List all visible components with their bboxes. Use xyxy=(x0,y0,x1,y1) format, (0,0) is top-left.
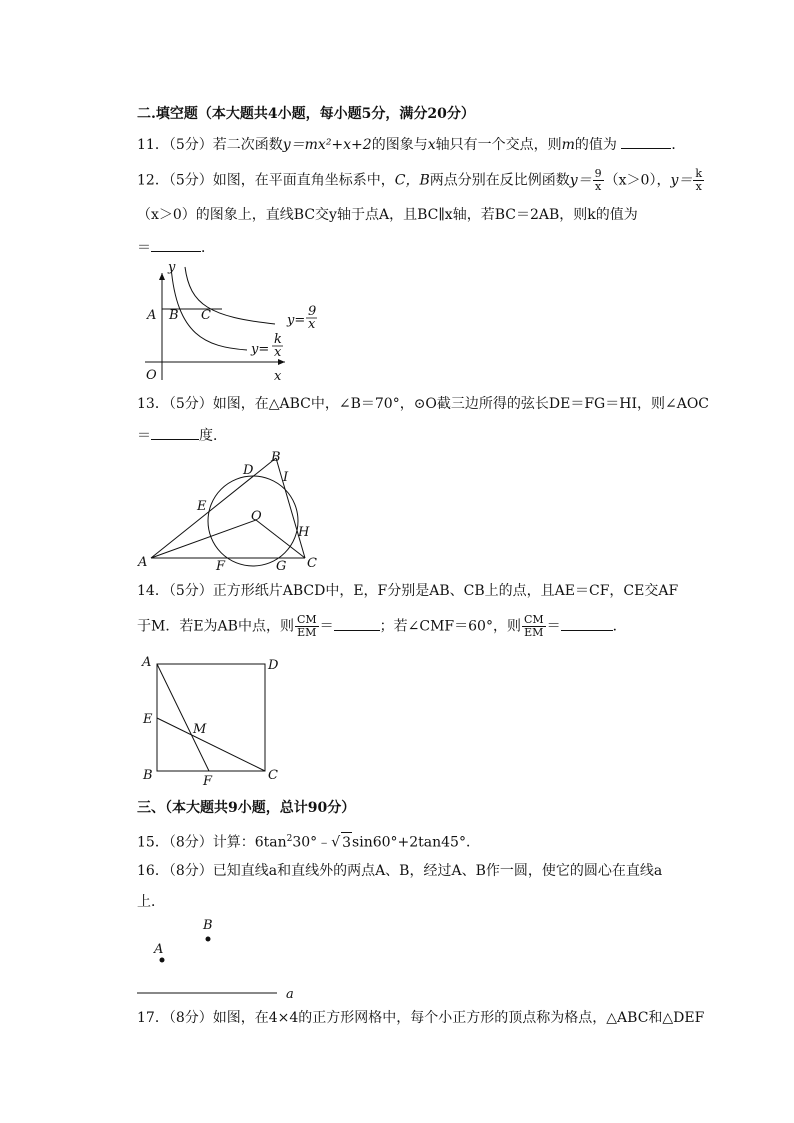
q11-end: ． xyxy=(671,137,686,153)
question-16-line-2: 上． xyxy=(137,894,165,910)
label-f: F xyxy=(203,774,213,789)
label-g: G xyxy=(276,559,287,574)
label-o: O xyxy=(251,509,262,524)
label-y: y xyxy=(168,260,176,275)
question-12-line-2: （x＞0）的图象上，直线BC交y轴于点A，且BC∥x轴，若BC＝2AB，则k的值为 xyxy=(137,207,638,223)
point-a xyxy=(160,958,165,963)
label-e: E xyxy=(197,499,207,514)
label-d: D xyxy=(268,658,279,673)
question-13-line-1: 13．（5分）如图，在△ABC中，∠B＝70°，⊙O截三边所得的弦长DE＝FG＝HI，则∠AOC xyxy=(137,396,710,412)
question-14-line-1: 14．（5分）正方形纸片ABCD中，E，F分别是AB、CB上的点，且AE＝CF，CE交AF xyxy=(137,583,679,599)
curve1-num: 9 xyxy=(308,304,317,319)
q13-answer-blank[interactable] xyxy=(151,425,199,440)
question-12-line-1 xyxy=(137,168,705,193)
q14-fraction-2: $\frac{CM}{EM}$ xyxy=(523,613,544,639)
label-h: H xyxy=(298,525,310,540)
point-b xyxy=(206,937,211,942)
q11-answer-blank[interactable] xyxy=(621,134,671,149)
question-15: 15．（8分）计算：$6\tan^230^\circ﹣√$ 3sin60°+2tan45°． xyxy=(137,829,480,853)
q11-func: y＝mx²+x+2 xyxy=(282,137,372,153)
q14-fraction-1: $\frac{CM}{EM}$ xyxy=(296,613,317,639)
q11-xaxis: x xyxy=(427,137,436,153)
label-a: A xyxy=(147,308,157,323)
curve2-num: k xyxy=(274,332,282,347)
square-abcd xyxy=(157,664,265,771)
q11-mid: 的图象与 xyxy=(371,137,428,153)
label-d: D xyxy=(243,463,254,478)
segment-ao xyxy=(151,520,256,558)
y-axis-arrow-icon xyxy=(159,273,165,280)
section-2-heading: 二.填空题（本大题共4小题，每小题5分，满分20分） xyxy=(137,106,475,122)
label-a: A xyxy=(154,942,164,957)
label-x: x xyxy=(274,369,282,384)
curve1-eq: y= xyxy=(287,313,306,328)
curve-9-over-x xyxy=(185,267,275,324)
q11-tail: 的值为 xyxy=(574,137,617,153)
q11-m: m xyxy=(561,137,575,153)
q12-fraction-1: $\frac{9}{x}$ xyxy=(594,167,602,193)
q12-answer-blank[interactable] xyxy=(151,237,201,252)
question-16-line-1: 16．（8分）已知直线a和直线外的两点A、B，经过A、B作一圆，使它的圆心在直线a xyxy=(137,863,663,879)
side-bc xyxy=(276,458,305,558)
label-c: C xyxy=(307,556,317,571)
label-b: B xyxy=(169,308,179,323)
curve1-den: x xyxy=(308,317,316,332)
segment-ec xyxy=(157,718,265,771)
q13-figure xyxy=(135,448,325,573)
q11-rest: 轴只有一个交点，则 xyxy=(435,137,562,153)
label-a: A xyxy=(138,555,148,570)
curve2-den: x xyxy=(274,345,282,360)
label-b: B xyxy=(203,918,213,933)
q16-figure xyxy=(135,915,305,1005)
question-11 xyxy=(137,134,685,155)
label-i: I xyxy=(283,470,289,485)
segment-af xyxy=(157,664,209,771)
q12-points: C，B xyxy=(394,172,430,189)
label-f: F xyxy=(216,559,226,574)
q14-answer-blank-2[interactable] xyxy=(561,616,613,631)
label-a: A xyxy=(142,655,152,670)
q12-cond1: （x＞0）， xyxy=(604,172,671,189)
label-m: M xyxy=(193,722,207,737)
label-c: C xyxy=(268,768,278,783)
label-b: B xyxy=(271,450,281,465)
q12-figure xyxy=(135,260,325,390)
question-14-line-2: 于M．若E为AB中点，则 $\frac{CM}{EM}$ ＝ ；若∠CMF＝60°，则 $\frac{CM}{EM}$ ＝ ． xyxy=(137,613,627,639)
section-3-heading: 三、（本大题共9小题，总计90分） xyxy=(137,800,356,816)
label-c: C xyxy=(201,308,211,323)
q12-mid: 两点分别在反比例函数 xyxy=(429,172,570,189)
q12-y2: y＝ xyxy=(670,172,693,189)
label-line-a: a xyxy=(286,987,294,1002)
q12-prefix: 12．（5分）如图，在平面直角坐标系中， xyxy=(137,172,395,189)
label-b: B xyxy=(143,768,153,783)
q14-answer-blank-1[interactable] xyxy=(334,616,380,631)
label-o: O xyxy=(146,368,157,383)
q11-prefix: 11．（5分）若二次函数 xyxy=(137,137,283,153)
curve2-eq: y= xyxy=(251,342,270,357)
q12-fraction-2: $\frac{k}{x}$ xyxy=(695,167,703,193)
label-e: E xyxy=(143,712,153,727)
question-12-line-3: ＝ ． xyxy=(137,237,215,258)
q14-figure xyxy=(135,652,285,787)
question-13-line-2: ＝ 度． xyxy=(137,425,227,446)
question-17-line-1: 17．（8分）如图，在4×4的正方形网格中，每个小正方形的顶点称为格点，△ABC和△DEF xyxy=(137,1010,705,1026)
q12-y1: y＝ xyxy=(569,172,592,189)
